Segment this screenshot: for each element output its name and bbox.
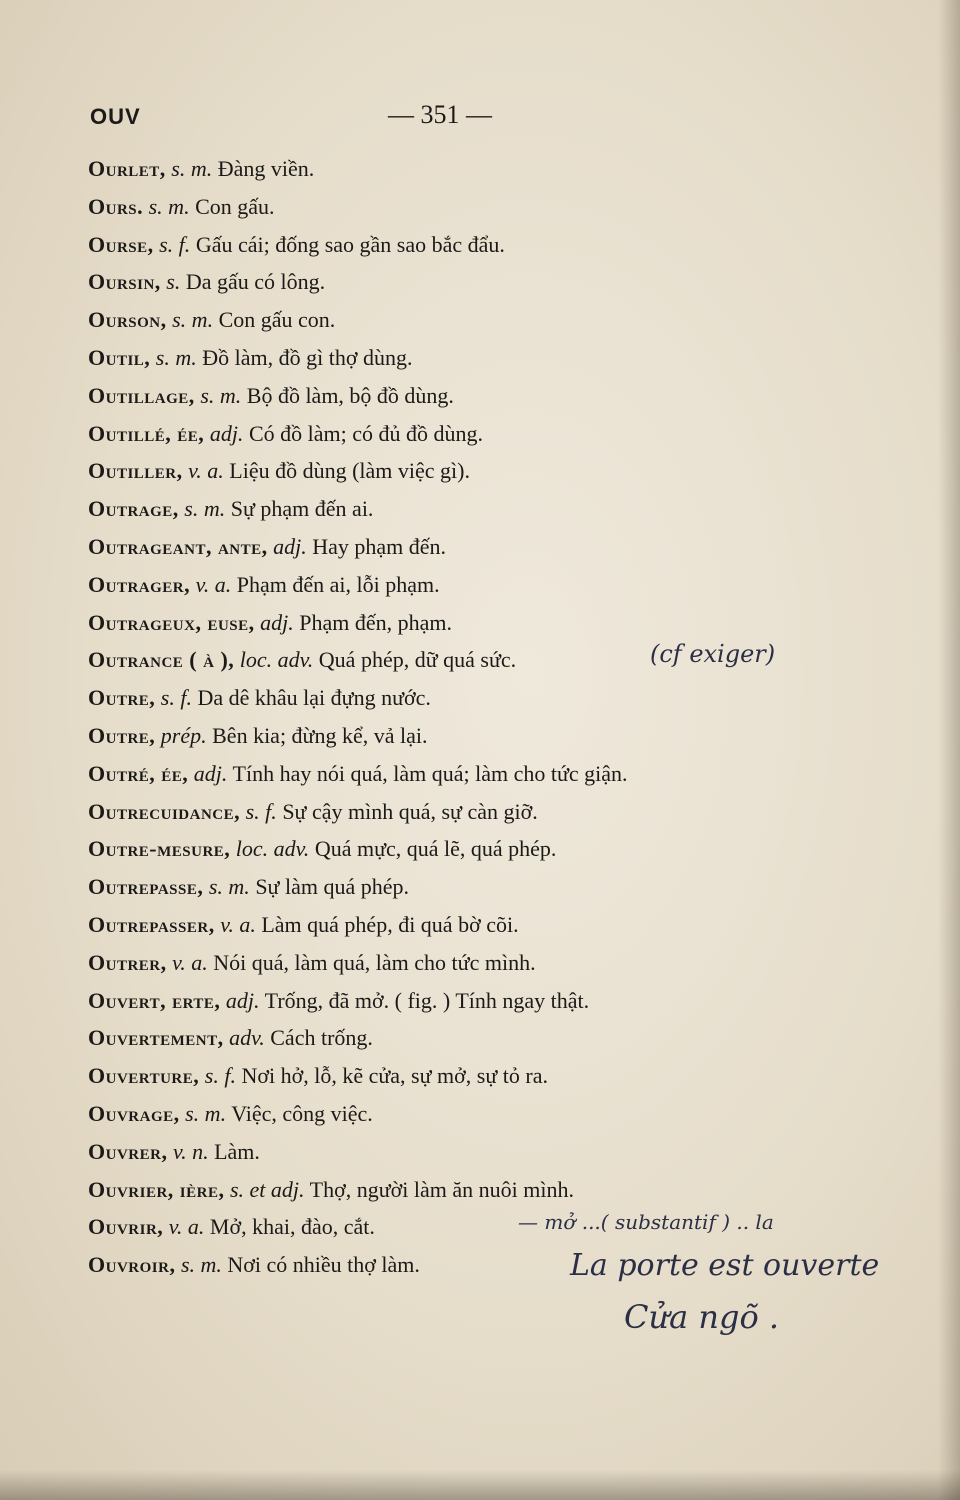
entry-definition: Phạm đến ai, lỗi phạm.: [236, 571, 440, 597]
entry-grammar: s. f.: [159, 231, 191, 257]
entry-headword: Outillé, ée,: [88, 420, 205, 446]
entry-grammar: adj.: [209, 420, 244, 446]
entry-grammar: adj.: [193, 760, 228, 786]
entry-definition: Con gấu.: [195, 193, 275, 219]
dictionary-entry: [88, 679, 828, 717]
entry-definition: Quá phép, dữ quá sức.: [318, 647, 517, 673]
entry-headword: Outré, ée,: [88, 760, 189, 786]
entry-headword: Ourse,: [88, 231, 154, 257]
entry-grammar: loc. adv.: [235, 836, 310, 862]
entry-definition: Da dê khâu lại đựng nước.: [197, 685, 431, 711]
entry-definition: Làm quá phép, đi quá bờ cõi.: [261, 911, 519, 937]
entry-definition: Sự phạm đến ai.: [230, 496, 374, 522]
entry-headword: Outre,: [88, 722, 156, 748]
dictionary-entry: [88, 226, 828, 264]
handwritten-note-porte: La porte est ouverte: [570, 1248, 880, 1283]
entry-grammar: s. m.: [171, 156, 213, 181]
entry-definition: Phạm đến, phạm.: [299, 609, 453, 635]
dictionary-entry: [88, 868, 828, 906]
entry-definition: Thợ, người làm ăn nuôi mình.: [309, 1176, 574, 1202]
entry-headword: Ours.: [88, 193, 144, 219]
dictionary-entry: [88, 793, 828, 831]
entry-headword: Ouvrier, ière,: [88, 1176, 225, 1202]
entry-headword: Ouvrage,: [88, 1100, 180, 1126]
entry-grammar: s. m.: [155, 344, 197, 370]
entry-grammar: s. et adj.: [229, 1176, 305, 1202]
entry-grammar: s.: [166, 269, 181, 295]
dictionary-entry: [88, 830, 828, 868]
entry-definition: Tính hay nói quá, làm quá; làm cho tức giận.: [232, 760, 628, 786]
entry-grammar: v. a.: [172, 949, 208, 975]
entry-definition: Trống, đã mở. ( fig. ) Tính ngay thật.: [264, 987, 590, 1013]
entry-grammar: v. n.: [172, 1138, 209, 1164]
entry-grammar: prép.: [160, 722, 207, 748]
dictionary-entry: [88, 1133, 828, 1171]
page-edge-shadow: [938, 0, 960, 1500]
dictionary-entry: [88, 1057, 828, 1095]
entry-grammar: loc. adv.: [239, 647, 314, 673]
dictionary-entry: [88, 150, 828, 188]
entry-grammar: s. f.: [160, 685, 192, 711]
entry-definition: Đồ làm, đồ gì thợ dùng.: [202, 344, 413, 370]
entry-headword: Ouvroir,: [88, 1252, 176, 1278]
entry-definition: Đàng viền.: [217, 156, 315, 181]
entry-headword: Outre-mesure,: [88, 836, 231, 862]
entry-headword: Outrecuidance,: [88, 798, 241, 824]
dictionary-entry: [88, 301, 828, 339]
dictionary-entry: [88, 188, 828, 226]
entry-grammar: adj.: [273, 533, 307, 559]
entry-definition: Gấu cái; đống sao gần sao bắc đẩu.: [195, 231, 505, 257]
entry-definition: Con gấu con.: [218, 307, 336, 333]
dictionary-entry: [88, 906, 828, 944]
entry-headword: Ouvrir,: [88, 1214, 164, 1240]
entry-headword: Outil,: [88, 344, 151, 370]
entry-grammar: s. f.: [204, 1063, 236, 1089]
dictionary-entry: [88, 982, 828, 1020]
entry-grammar: s. m.: [148, 193, 190, 219]
entry-grammar: s. m.: [200, 382, 242, 408]
entry-headword: Outrageux, euse,: [88, 609, 255, 635]
entry-headword: Ourlet,: [88, 156, 166, 181]
entry-grammar: v. a.: [168, 1214, 205, 1240]
dictionary-entry: [88, 528, 828, 566]
dictionary-entry: [88, 263, 828, 301]
entry-definition: Sự cậy mình quá, sự càn giỡ.: [282, 798, 538, 824]
handwritten-note-exiger: (cf exiger): [650, 640, 776, 668]
entry-grammar: adj.: [225, 987, 260, 1013]
dictionary-entry: [88, 566, 828, 604]
entry-definition: Mở, khai, đào, cắt.: [209, 1214, 375, 1240]
dictionary-entry: [88, 717, 828, 755]
dictionary-entry: [88, 1095, 828, 1133]
entry-definition: Cách trống.: [270, 1025, 373, 1051]
entry-headword: Ourson,: [88, 307, 167, 333]
entry-definition: Làm.: [214, 1138, 260, 1164]
entry-grammar: s. m.: [208, 874, 250, 900]
entry-grammar: s. m.: [185, 1100, 227, 1126]
entry-headword: Outre,: [88, 685, 156, 711]
entry-headword: Outrepasser,: [88, 911, 215, 937]
entry-definition: Quá mực, quá lẽ, quá phép.: [314, 836, 557, 862]
entry-headword: Outillage,: [88, 382, 195, 408]
entry-headword: Outrance ( à ),: [88, 647, 235, 673]
entry-headword: Outrageant, ante,: [88, 533, 268, 559]
entry-headword: Oursin,: [88, 269, 161, 295]
dictionary-entry: [88, 604, 828, 642]
dictionary-entry: [88, 377, 828, 415]
entry-grammar: v. a.: [195, 571, 232, 597]
entry-headword: Outrepasse,: [88, 874, 204, 900]
entry-grammar: v. a.: [220, 911, 256, 937]
page-bottom-shadow: [0, 1470, 960, 1500]
entry-headword: Ouvert, erte,: [88, 987, 221, 1013]
entry-grammar: s. f.: [245, 798, 277, 824]
dictionary-entry: [88, 1019, 828, 1057]
entry-definition: Da gấu có lông.: [185, 269, 326, 295]
entry-definition: Liệu đồ dùng (làm việc gì).: [229, 458, 470, 484]
dictionary-entries: [88, 150, 828, 1284]
entry-definition: Việc, công việc.: [231, 1100, 373, 1126]
entry-definition: Sự làm quá phép.: [255, 874, 409, 900]
handwritten-note-ouvrir: — mở ...( substantif ) .. la: [518, 1210, 774, 1234]
entry-grammar: adj.: [260, 609, 294, 635]
entry-definition: Nơi hở, lỗ, kẽ cửa, sự mở, sự tỏ ra.: [241, 1063, 548, 1089]
dictionary-entry: [88, 452, 828, 490]
handwritten-note-cua-ngo: Cửa ngõ .: [624, 1298, 780, 1336]
dictionary-entry: [88, 755, 828, 793]
entry-headword: Outrage,: [88, 496, 179, 522]
entry-definition: Nói quá, làm quá, làm cho tức mình.: [213, 949, 536, 975]
dictionary-entry: [88, 944, 828, 982]
entry-definition: Bộ đồ làm, bộ đồ dùng.: [246, 382, 454, 408]
entry-grammar: s. m.: [180, 1252, 222, 1278]
dictionary-entry: [88, 339, 828, 377]
entry-definition: Nơi có nhiều thợ làm.: [227, 1252, 420, 1278]
entry-grammar: adv.: [229, 1025, 265, 1051]
entry-grammar: v. a.: [188, 458, 224, 484]
running-head: OUV: [90, 104, 141, 129]
entry-headword: Ouvertement,: [88, 1025, 224, 1051]
entry-grammar: s. m.: [184, 496, 226, 522]
dictionary-entry: [88, 1171, 828, 1209]
dictionary-entry: [88, 490, 828, 528]
page-number: — 351 —: [388, 100, 492, 129]
entry-headword: Outrer,: [88, 949, 167, 975]
entry-headword: Outiller,: [88, 458, 183, 484]
entry-definition: Bên kia; đừng kể, vả lại.: [212, 722, 428, 748]
entry-headword: Outrager,: [88, 571, 191, 597]
entry-grammar: s. m.: [172, 307, 214, 333]
entry-headword: Ouverture,: [88, 1063, 200, 1089]
entry-headword: Ouvrer,: [88, 1138, 168, 1164]
entry-definition: Có đồ làm; có đủ đồ dùng.: [248, 420, 483, 446]
dictionary-entry: [88, 415, 828, 453]
entry-definition: Hay phạm đến.: [312, 533, 447, 559]
